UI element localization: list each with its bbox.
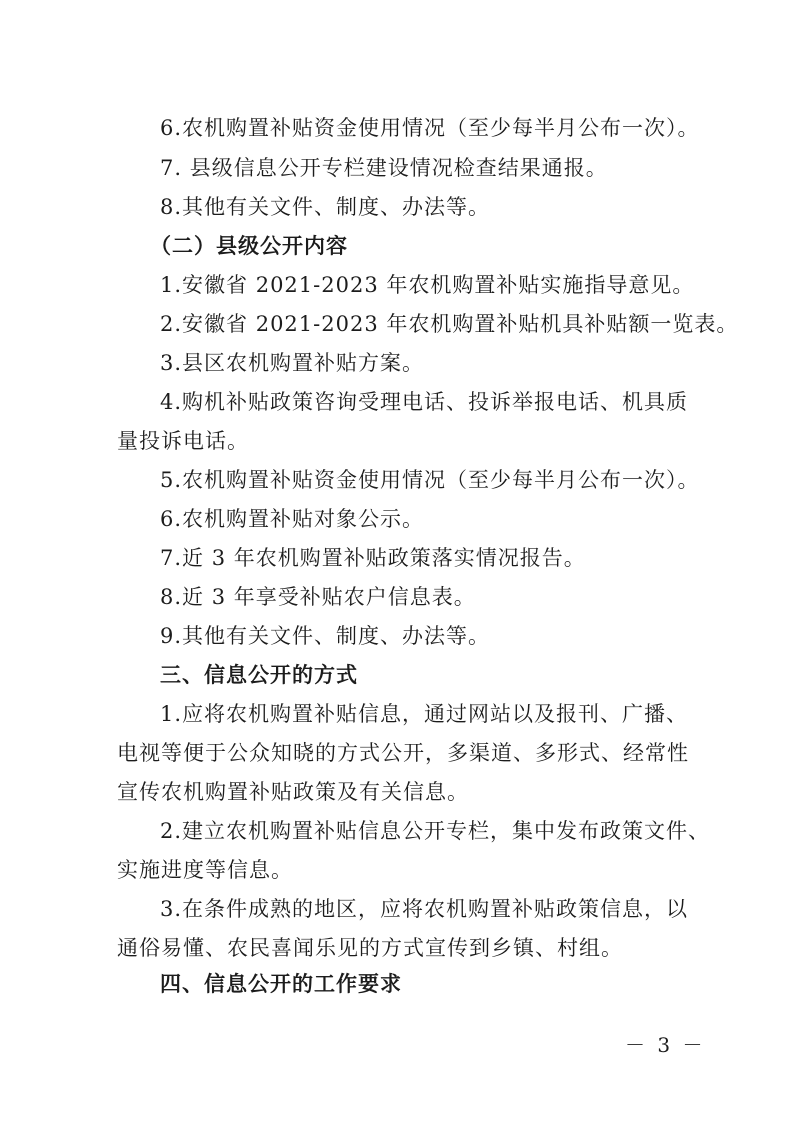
list-item: 8.近 3 年享受补贴农户信息表。 <box>160 585 476 609</box>
list-item-continuation: 量投诉电话。 <box>117 429 249 453</box>
section-heading: （二）县级公开内容 <box>150 234 348 258</box>
list-item: 8.其他有关文件、制度、办法等。 <box>160 195 491 219</box>
list-item: 6.农机购置补贴资金使用情况（至少每半月公布一次）。 <box>160 116 700 140</box>
paragraph-line: 通俗易懂、农民喜闻乐见的方式宣传到乡镇、村组。 <box>117 936 623 960</box>
section-heading: 四、信息公开的工作要求 <box>160 972 402 996</box>
list-item: 6.农机购置补贴对象公示。 <box>160 507 425 531</box>
list-item: 3.县区农机购置补贴方案。 <box>160 351 425 375</box>
paragraph-line: 实施进度等信息。 <box>117 858 293 882</box>
list-item: 1.安徽省 2021-2023 年农机购置补贴实施指导意见。 <box>160 273 695 297</box>
list-item: 7. 县级信息公开专栏建设情况检查结果通报。 <box>160 156 608 180</box>
list-item: 9.其他有关文件、制度、办法等。 <box>160 624 491 648</box>
list-item: 5.农机购置补贴资金使用情况（至少每半月公布一次）。 <box>160 468 700 492</box>
paragraph-line: 宣传农机购置补贴政策及有关信息。 <box>117 780 469 804</box>
page-number: － 3 － <box>625 1033 706 1057</box>
paragraph-line: 电视等便于公众知晓的方式公开，多渠道、多形式、经常性 <box>117 741 689 765</box>
list-item: 7.近 3 年农机购置补贴政策落实情况报告。 <box>160 546 586 570</box>
paragraph-line: 3.在条件成熟的地区，应将农机购置补贴政策信息，以 <box>160 897 689 921</box>
list-item: 4.购机补贴政策咨询受理电话、投诉举报电话、机具质 <box>160 390 689 414</box>
section-heading: 三、信息公开的方式 <box>160 663 358 687</box>
list-item: 2.安徽省 2021-2023 年农机购置补贴机具补贴额一览表。 <box>160 312 739 336</box>
paragraph-line: 2.建立农机购置补贴信息公开专栏，集中发布政策文件、 <box>160 819 711 843</box>
paragraph-line: 1.应将农机购置补贴信息，通过网站以及报刊、广播、 <box>160 702 689 726</box>
